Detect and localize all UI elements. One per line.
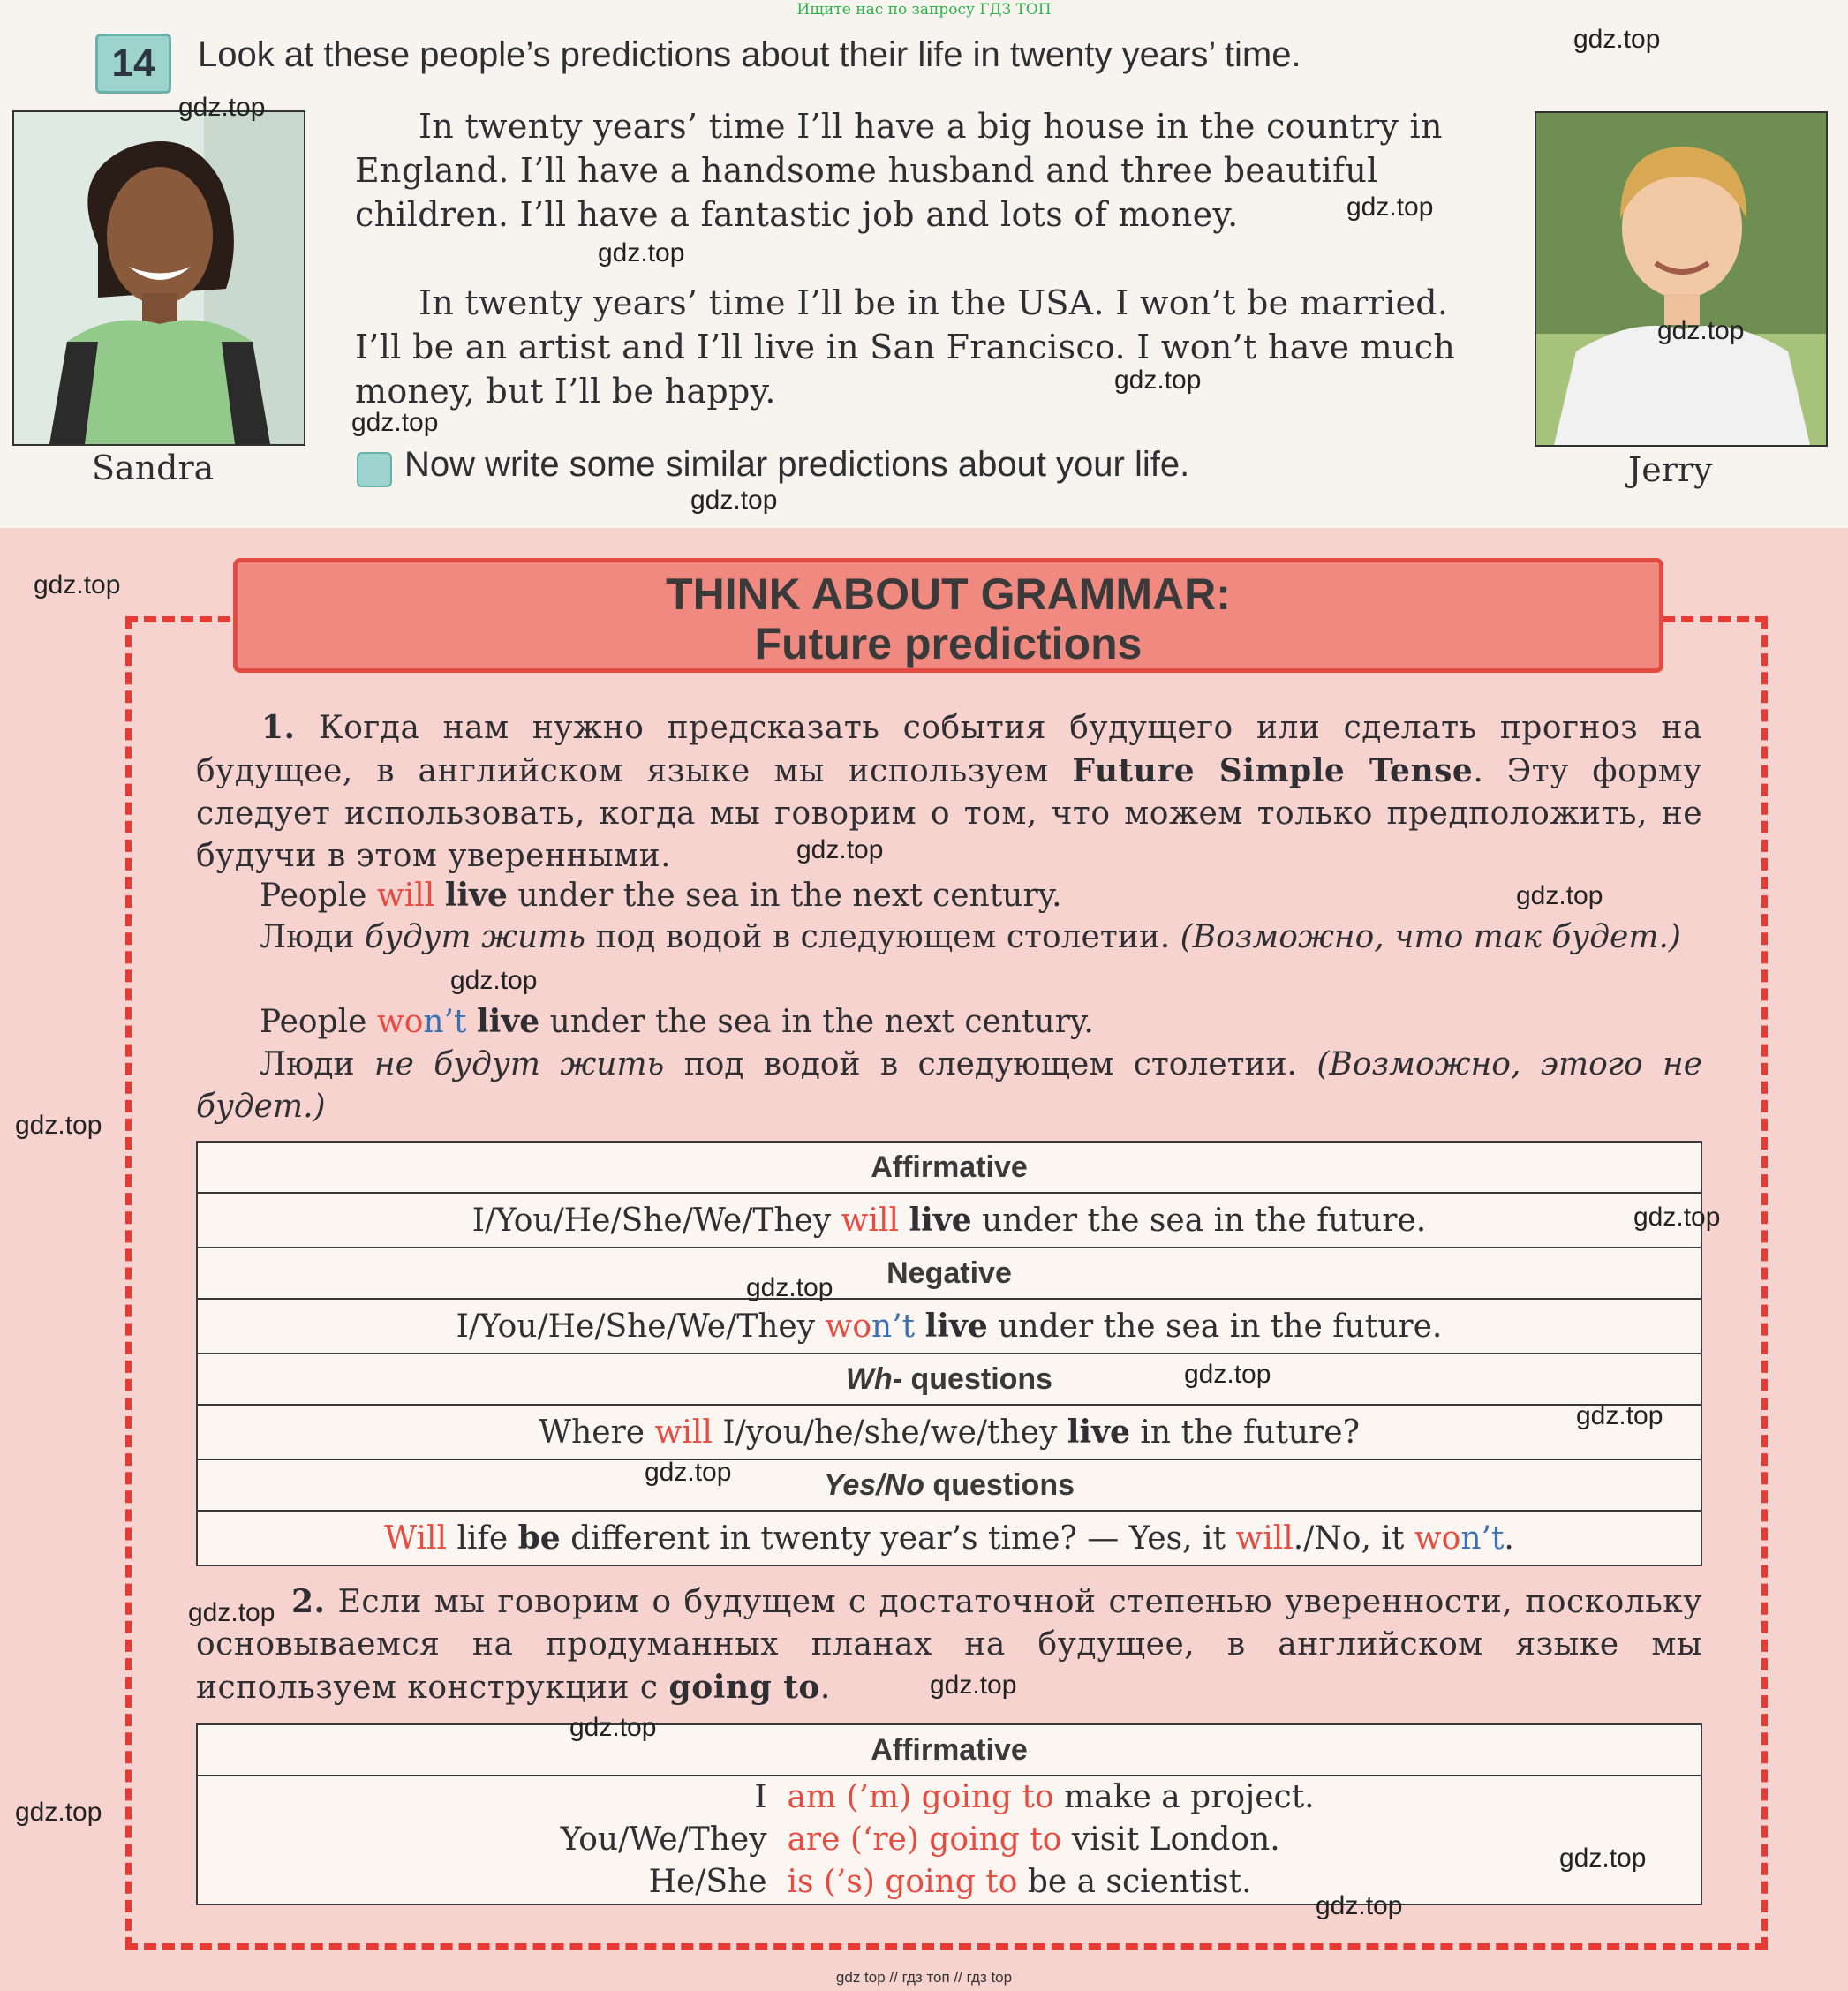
yn-subject: life xyxy=(456,1520,509,1557)
ex2-subject: People xyxy=(260,1004,367,1040)
ex1-subject: People xyxy=(260,878,367,914)
yn-will: Will xyxy=(384,1520,448,1557)
going-to-subject: I xyxy=(754,1779,767,1815)
watermark: gdz.top xyxy=(1657,316,1745,345)
watermark: gdz.top xyxy=(598,238,685,268)
wh-will: will xyxy=(654,1414,713,1451)
rule-1-term: Future Simple Tense xyxy=(1072,752,1474,789)
neg-subject: I/You/He/She/We/They xyxy=(456,1308,816,1345)
yn-nt: n’t xyxy=(1460,1520,1505,1557)
going-to-affirmative-header: Affirmative xyxy=(197,1724,1701,1776)
ex2-wo: wo xyxy=(376,1004,424,1040)
watermark: gdz.top xyxy=(1316,1891,1403,1920)
watermark: gdz.top xyxy=(1184,1360,1271,1389)
rule-2-number: 2. xyxy=(291,1583,326,1620)
going-to-aux: is (’s) going to xyxy=(787,1864,1018,1900)
ex2-ru-rest: под водой в следующем столетии. xyxy=(683,1046,1297,1082)
rule-1-number: 1. xyxy=(261,709,296,746)
ex2-nt: n’t xyxy=(423,1004,467,1040)
jerry-photo xyxy=(1535,111,1828,447)
affirmative-row xyxy=(197,1193,1701,1248)
watermark: gdz.top xyxy=(1573,25,1661,54)
wh-questions-header xyxy=(197,1354,1701,1405)
watermark: gdz.top xyxy=(450,966,538,995)
watermark: gdz.top xyxy=(1633,1203,1721,1232)
ex1-ru-verb: будут жить xyxy=(365,919,585,955)
example-2-ru xyxy=(196,1044,1702,1128)
watermark: gdz.top xyxy=(178,93,266,122)
grammar-title-line2: Future predictions xyxy=(754,619,1143,668)
watermark: gdz.top xyxy=(746,1273,833,1302)
watermark: gdz.top xyxy=(351,408,439,437)
wh-word: Where xyxy=(539,1414,645,1451)
sandra-portrait-illustration xyxy=(14,112,304,444)
wh-verb: live xyxy=(1067,1414,1130,1451)
negative-header: Negative xyxy=(197,1248,1701,1299)
yn-text-2: ./No, it xyxy=(1293,1520,1405,1557)
sandra-caption: Sandra xyxy=(92,449,215,487)
wh-header-a: Wh- xyxy=(845,1361,903,1396)
watermark: gdz.top xyxy=(1346,192,1434,222)
watermark: gdz.top xyxy=(645,1458,732,1487)
yn-header-b: questions xyxy=(924,1467,1075,1502)
example-1-en xyxy=(260,874,1496,917)
neg-wo: wo xyxy=(825,1308,872,1345)
sandra-photo xyxy=(12,110,305,446)
going-to-row xyxy=(198,1819,1701,1861)
ex1-will: will xyxy=(376,878,435,914)
rule-1-text-b: . Эту форму следует использовать, когда мы говорим о том, что можем только предположить, не будучи в этом уверенными. xyxy=(196,753,1702,874)
aff-verb: live xyxy=(909,1202,972,1239)
going-to-table xyxy=(196,1723,1702,1905)
going-to-aux: am (’m) going to xyxy=(787,1779,1054,1815)
aff-rest: under the sea in the future. xyxy=(982,1203,1427,1239)
ex1-ru-note: (Возможно, что так будет.) xyxy=(1180,919,1681,955)
ex1-ru-rest: под водой в следующем столетии. xyxy=(595,919,1171,955)
ex2-ru-note: (Возможно, этого не будет.) xyxy=(196,1046,1703,1125)
yn-header-a: Yes/No xyxy=(823,1467,924,1502)
task-square-icon xyxy=(357,452,392,487)
negative-row xyxy=(197,1299,1701,1354)
wh-rest: in the future? xyxy=(1140,1414,1360,1451)
ex2-ru-verb: не будут жить xyxy=(373,1046,665,1082)
yn-text: different in twenty year’s time? — Yes, it xyxy=(570,1520,1226,1557)
watermark: gdz.top xyxy=(188,1598,275,1627)
jerry-caption: Jerry xyxy=(1628,450,1713,489)
ex2-rest: under the sea in the next century. xyxy=(549,1004,1094,1040)
footer: gdz top // гдз топ // гдз top xyxy=(835,1969,1013,1986)
sandra-prediction: In twenty years’ time I’ll have a big house in the country in England. I’ll have a handsome husband and three beautiful children. I’ll have a fantastic job and lots of money. xyxy=(355,107,1443,234)
wh-header-b: questions xyxy=(902,1361,1053,1396)
going-to-rest: visit London. xyxy=(1071,1821,1280,1858)
rule-1-text-a: Когда нам нужно предсказать события будущего или сделать прогноз на будущее, в английском языке мы используем xyxy=(196,710,1702,789)
watermark: gdz.top xyxy=(796,835,884,864)
neg-verb: live xyxy=(924,1308,988,1345)
grammar-title-line1: THINK ABOUT GRAMMAR: xyxy=(666,569,1231,619)
yn-be: be xyxy=(517,1520,561,1557)
example-2-en xyxy=(260,1000,1496,1044)
future-simple-table xyxy=(196,1141,1702,1566)
jerry-portrait-illustration xyxy=(1536,113,1826,445)
wh-subject: I/you/he/she/we/they xyxy=(722,1414,1058,1451)
going-to-rest: make a project. xyxy=(1064,1779,1315,1815)
watermark: gdz.top xyxy=(34,570,121,600)
wh-question-row xyxy=(197,1405,1701,1459)
yes-no-question-row xyxy=(197,1511,1701,1565)
neg-rest: under the sea in the future. xyxy=(998,1308,1443,1345)
aff-will: will xyxy=(841,1203,900,1239)
watermark: gdz.top xyxy=(1559,1844,1647,1873)
going-to-row xyxy=(198,1861,1701,1904)
rule-2-text-a: Если мы говорим о будущем с достаточной степенью уверенности, поскольку основываемся на продуманных планах на будущее, в английском языке мы используем конструкции с xyxy=(196,1584,1702,1706)
exercise-instruction: Look at these people’s predictions about their life in twenty years’ time. xyxy=(198,35,1301,74)
going-to-aux: are (‘re) going to xyxy=(787,1821,1062,1858)
yn-wo: wo xyxy=(1414,1520,1461,1557)
top-banner: Ищите нас по запросу ГДЗ ТОП xyxy=(796,1,1052,19)
neg-nt: n’t xyxy=(871,1308,916,1345)
going-to-rows xyxy=(197,1776,1701,1904)
affirmative-header: Affirmative xyxy=(197,1142,1701,1193)
going-to-row xyxy=(198,1776,1701,1819)
yn-end: . xyxy=(1504,1520,1514,1557)
going-to-rest: be a scientist. xyxy=(1027,1864,1252,1900)
watermark: gdz.top xyxy=(930,1670,1017,1700)
example-1-ru xyxy=(196,916,1702,959)
task-instruction: Now write some similar predictions about your life. xyxy=(404,445,1190,484)
ex1-ru-subject: Люди xyxy=(260,919,355,955)
ex2-verb: live xyxy=(476,1003,540,1040)
going-to-subject: He/She xyxy=(648,1864,767,1900)
ex1-verb: live xyxy=(444,877,508,914)
yn-will-answer: will xyxy=(1235,1520,1294,1557)
watermark: gdz.top xyxy=(15,1798,102,1827)
aff-subject: I/You/He/She/We/They xyxy=(471,1203,832,1239)
watermark: gdz.top xyxy=(1576,1401,1663,1430)
jerry-prediction: In twenty years’ time I’ll be in the USA. I won’t be married. I’ll be an artist and I’ll live in San Francisco. I won’t have much money, but I’ll be happy. xyxy=(355,283,1456,411)
rule-2-term: going to xyxy=(668,1669,820,1706)
grammar-header xyxy=(233,558,1663,673)
ex2-ru-subject: Люди xyxy=(260,1046,355,1082)
ex1-rest: under the sea in the next century. xyxy=(517,878,1062,914)
watermark: gdz.top xyxy=(690,486,778,515)
watermark: gdz.top xyxy=(1114,366,1202,395)
watermark: gdz.top xyxy=(1516,881,1603,910)
yes-no-questions-header xyxy=(197,1459,1701,1511)
rule-2-text-b: . xyxy=(819,1670,831,1706)
watermark: gdz.top xyxy=(15,1111,102,1140)
exercise-number: 14 xyxy=(95,34,171,94)
watermark: gdz.top xyxy=(569,1713,657,1742)
rule-1-paragraph xyxy=(196,706,1702,878)
going-to-subject: You/We/They xyxy=(560,1821,767,1858)
